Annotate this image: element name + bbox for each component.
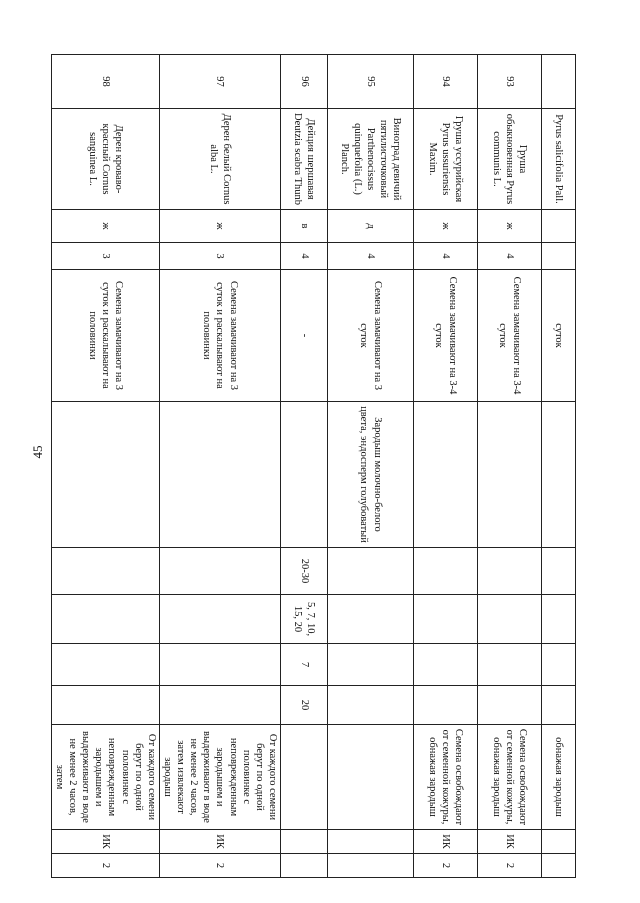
cell-reps: 2 [414,854,478,878]
cell-days: 4 [414,243,478,270]
cell-group: в [281,210,328,243]
cell-note: Семена освобождают от семенной кожуры, обнажая зародыш [478,725,542,830]
cell-name: Виноград девичий пятилисточковый Parthenocissus quinquefolia (L.) Planch. [328,109,414,210]
cell-t2 [478,644,542,686]
page-number: 45 [30,445,45,459]
cell-name: Груша уссурийская Pyrus ussuriensis Maxim. [414,109,478,210]
table-row [159,55,280,878]
cell-num: 96 [281,55,328,109]
cell-note: обнажая зародыш [542,725,576,830]
cell-reps: 2 [159,854,280,878]
table-row [414,55,478,878]
cell-t3 [328,686,414,725]
cell-note [328,725,414,830]
cell-num: 97 [159,55,280,109]
cell-days: 3 [51,243,159,270]
cell-features [542,402,576,548]
cell-features [414,402,478,548]
cell-num: 98 [51,55,159,109]
cell-t1 [328,595,414,644]
cell-pretreatment: суток [542,270,576,402]
cell-days [542,243,576,270]
cell-pretreatment: Семена замачивают на 3 суток [328,270,414,402]
cell-pretreatment: Семена замачивают на 3-4 суток [478,270,542,402]
cell-num: 95 [328,55,414,109]
cell-group: д [328,210,414,243]
cell-reps [328,854,414,878]
cell-temp: 20-30 [281,548,328,595]
cell-days: 3 [159,243,280,270]
table-row [281,55,328,878]
table-row [51,55,159,878]
cell-t1 [51,595,159,644]
cell-group: ж [478,210,542,243]
cell-method: ИК [478,830,542,854]
cell-temp [414,548,478,595]
cell-method: ИК [159,830,280,854]
cell-t2 [542,644,576,686]
cell-group: ж [159,210,280,243]
cell-days: 4 [281,243,328,270]
cell-name: Дерен белый Cornus alba L. [159,109,280,210]
cell-days: 4 [328,243,414,270]
table-row [328,55,414,878]
cell-t2 [414,644,478,686]
cell-features [281,402,328,548]
table-row [478,55,542,878]
cell-group: ж [414,210,478,243]
cell-t2 [51,644,159,686]
cell-group [542,210,576,243]
cell-t3 [51,686,159,725]
cell-features: Зародыш молочно-белого цвета, эндосперм голубоватый [328,402,414,548]
cell-features [51,402,159,548]
cell-reps [542,854,576,878]
cell-t2 [159,644,280,686]
cell-temp [328,548,414,595]
cell-t1 [159,595,280,644]
cell-temp [159,548,280,595]
cell-t3: 20 [281,686,328,725]
cell-t1 [542,595,576,644]
cell-reps [281,854,328,878]
cell-pretreatment: Семена замачивают на 3-4 суток [414,270,478,402]
cell-t3 [159,686,280,725]
cell-name: Груша обыкновенная Pyrus communis L. [478,109,542,210]
cell-name: Дерен кроваво-красный Cornus sanguinea L. [51,109,159,210]
cell-reps: 2 [478,854,542,878]
table-row-header-fragment [542,55,576,878]
cell-t1: 5, 7, 10, 15, 20 [281,595,328,644]
cell-pretreatment: Семена замачивают на 3 суток и раскалывают на половинки [51,270,159,402]
cell-t3 [542,686,576,725]
cell-method: ИК [51,830,159,854]
cell-method [328,830,414,854]
cell-group: ж [51,210,159,243]
cell-days: 4 [478,243,542,270]
cell-reps: 2 [51,854,159,878]
cell-method [542,830,576,854]
cell-note: От каждого семени берут по одной половинке с неповрежденным зародышем и выдерживают в воде не менее 2 часов, затем [51,725,159,830]
cell-t2 [328,644,414,686]
cell-method [281,830,328,854]
cell-features [159,402,280,548]
cell-num: 94 [414,55,478,109]
cell-note: Семена освобождают от семенной кожуры, обнажая зародыш [414,725,478,830]
cell-name: Pyrus salicifolia Pall. [542,109,576,210]
cell-t3 [414,686,478,725]
cell-name: Дейция шершавая Deutzia scabra Thunb [281,109,328,210]
cell-t3 [478,686,542,725]
cell-num [542,55,576,109]
cell-note: От каждого семени берут по одной половинке с неповрежденным зародышем и выдерживают в воде не менее 2 часов, затем извлекают зародыш [159,725,280,830]
cell-t1 [478,595,542,644]
cell-num: 93 [478,55,542,109]
cell-note [281,725,328,830]
rotated-table-container [54,54,576,869]
cell-temp [478,548,542,595]
cell-features [478,402,542,548]
cell-temp [51,548,159,595]
cell-t2: 7 [281,644,328,686]
cell-t1 [414,595,478,644]
cell-pretreatment: - [281,270,328,402]
seed-testing-table [51,54,576,878]
cell-temp [542,548,576,595]
cell-method: ИК [414,830,478,854]
cell-pretreatment: Семена замачивают на 3 суток и раскалывают на половинки [159,270,280,402]
